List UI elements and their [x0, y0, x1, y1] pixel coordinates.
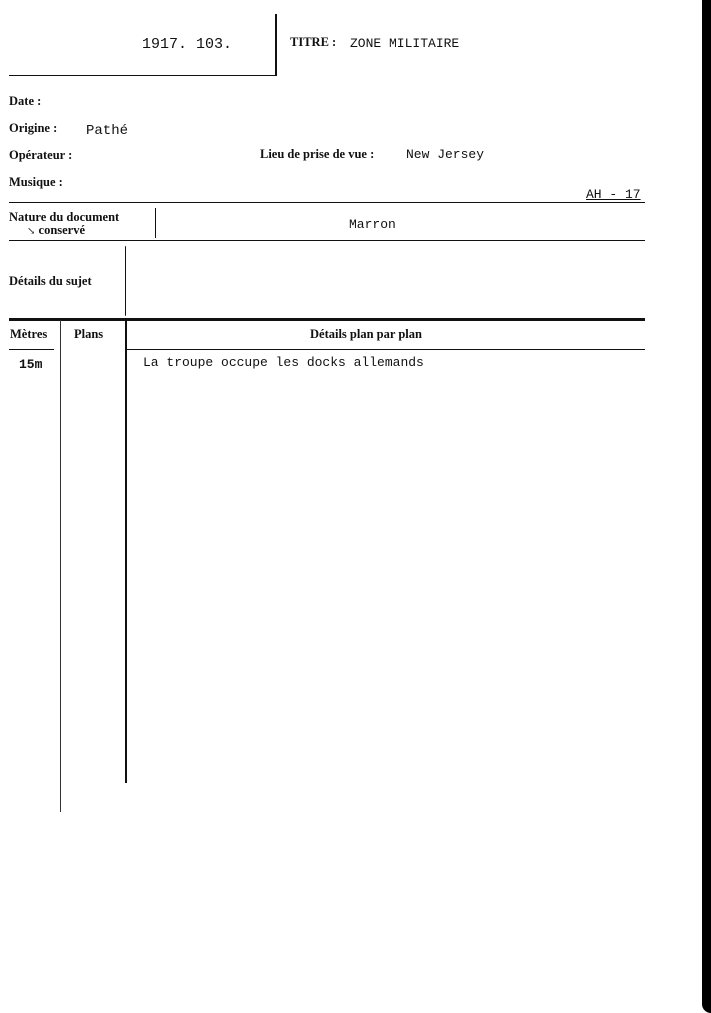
header-plans: Plans [74, 327, 104, 341]
sujet-label: Détails du sujet [9, 274, 92, 288]
lieu-label: Lieu de prise de vue : [260, 147, 375, 161]
row-details: La troupe occupe les docks allemands [143, 355, 424, 370]
catalog-code: AH - 17 [586, 187, 641, 202]
origine-value: Pathé [86, 123, 129, 139]
nature-label-line2-text: conservé [38, 223, 86, 237]
header-metres: Mètres [10, 327, 48, 341]
scan-edge [702, 0, 711, 1013]
title-value: ZONE MILITAIRE [350, 36, 460, 51]
header-divider-vertical [275, 14, 277, 76]
reference-number: 1917. 103. [142, 36, 233, 53]
lieu-value: New Jersey [406, 147, 485, 162]
fields-bottom-rule [9, 202, 645, 203]
column-divider-plans [125, 320, 127, 783]
nature-brace [155, 208, 156, 238]
header-underline-details [126, 349, 645, 350]
nature-value: Marron [349, 217, 396, 232]
header-divider-horizontal [9, 75, 276, 76]
header-underline-metres [9, 349, 54, 350]
sujet-brace [125, 246, 126, 316]
musique-label: Musique : [9, 175, 63, 189]
row-metres: 15m [19, 357, 43, 372]
column-divider-metres [60, 320, 61, 812]
header-details: Détails plan par plan [310, 327, 422, 341]
nature-bottom-rule [9, 240, 645, 241]
nature-label-line2 [9, 224, 119, 238]
nature-label-line1: Nature du document [9, 210, 120, 224]
date-label: Date : [9, 94, 42, 108]
table-top-rule [9, 318, 645, 321]
title-label: TITRE : [290, 35, 337, 49]
arrow-icon: ↘ [27, 226, 36, 237]
nature-label [9, 211, 119, 238]
operateur-label: Opérateur : [9, 148, 73, 162]
origine-label: Origine : [9, 121, 58, 135]
